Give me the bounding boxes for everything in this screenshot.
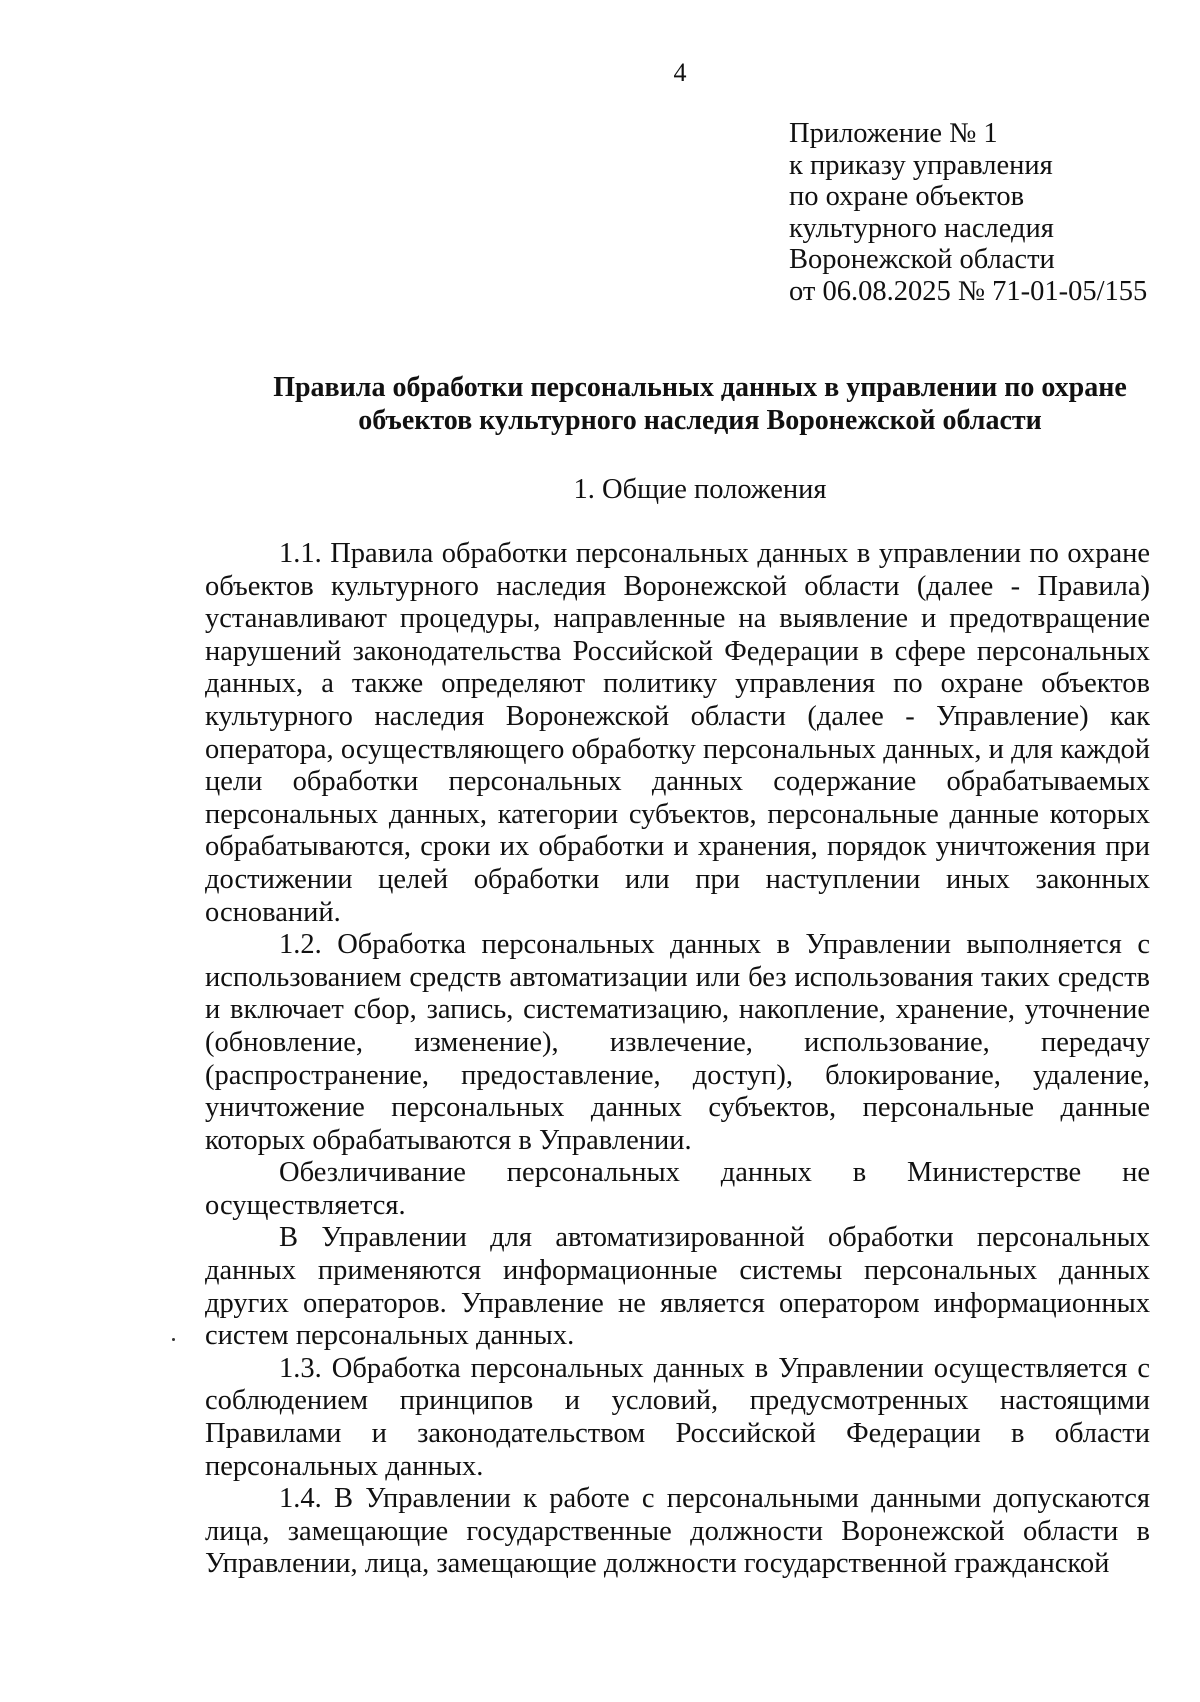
paragraph-1-1: 1.1. Правила обработки персональных данных в управлении по охране объектов культурного наследия Воронежской области (далее - Правила) устанавливают процедуры, направленные на выявление и предотвращение нарушений законодательства Российской Федерации в сфере персональных данных, а также определяют политику управления по охране объектов культурного наследия Воронежской области (далее - Управление) как оператора, осуществляющего обработку персональных данных, и для каждой цели обработки персональных данных содержание обрабатываемых персональных данных, категории субъектов, персональные данные которых обрабатываются, сроки их обработки и хранения, порядок уничтожения при достижении целей обработки или при наступлении иных законных оснований. xyxy=(205,538,1150,928)
scan-speck xyxy=(172,1338,175,1341)
appendix-line: от 06.08.2025 № 71-01-05/155 xyxy=(789,275,1148,307)
document-title xyxy=(200,371,1200,437)
paragraph-1-4: 1.4. В Управлении к работе с персональными данными допускаются лица, замещающие государственные должности Воронежской области в Управлении, лица, замещающие должности государственной гражданской xyxy=(205,1483,1150,1580)
paragraph-information-systems: В Управлении для автоматизированной обработки персональных данных применяются информационные системы персональных данных других операторов. Управление не является оператором информационных систем персональных данных. xyxy=(205,1222,1150,1352)
paragraph-1-2: 1.2. Обработка персональных данных в Управлении выполняется с использованием средств автоматизации или без использования таких средств и включает сбор, запись, систематизацию, накопление, хранение, уточнение (обновление, изменение), извлечение, использование, передачу (распространение, предоставление, доступ), блокирование, удаление, уничтожение персональных данных субъектов, персональные данные которых обрабатываются в Управлении. xyxy=(205,929,1150,1156)
appendix-line: по охране объектов xyxy=(789,181,1025,212)
title-line: Правила обработки персональных данных в управлении по охране xyxy=(273,372,1127,403)
appendix-line: Воронежской области xyxy=(789,244,1055,275)
body-text xyxy=(205,538,1150,1581)
paragraph-1-3: 1.3. Обработка персональных данных в Управлении осуществляется с соблюдением принципов и условий, предусмотренных настоящими Правилами и законодательством Российской Федерации в области персональных данных. xyxy=(205,1352,1150,1482)
paragraph-depersonalization: Обезличивание персональных данных в Министерстве не осуществляется. xyxy=(205,1157,1150,1221)
appendix-line: культурного наследия xyxy=(789,212,1054,244)
page-number: 4 xyxy=(673,58,687,87)
appendix-line: Приложение № 1 xyxy=(789,118,998,149)
section-heading: 1. Общие положения xyxy=(573,474,827,505)
title-line: объектов культурного наследия Воронежской области xyxy=(358,405,1042,436)
appendix-line: к приказу управления xyxy=(789,149,1053,181)
appendix-header xyxy=(789,118,1147,307)
